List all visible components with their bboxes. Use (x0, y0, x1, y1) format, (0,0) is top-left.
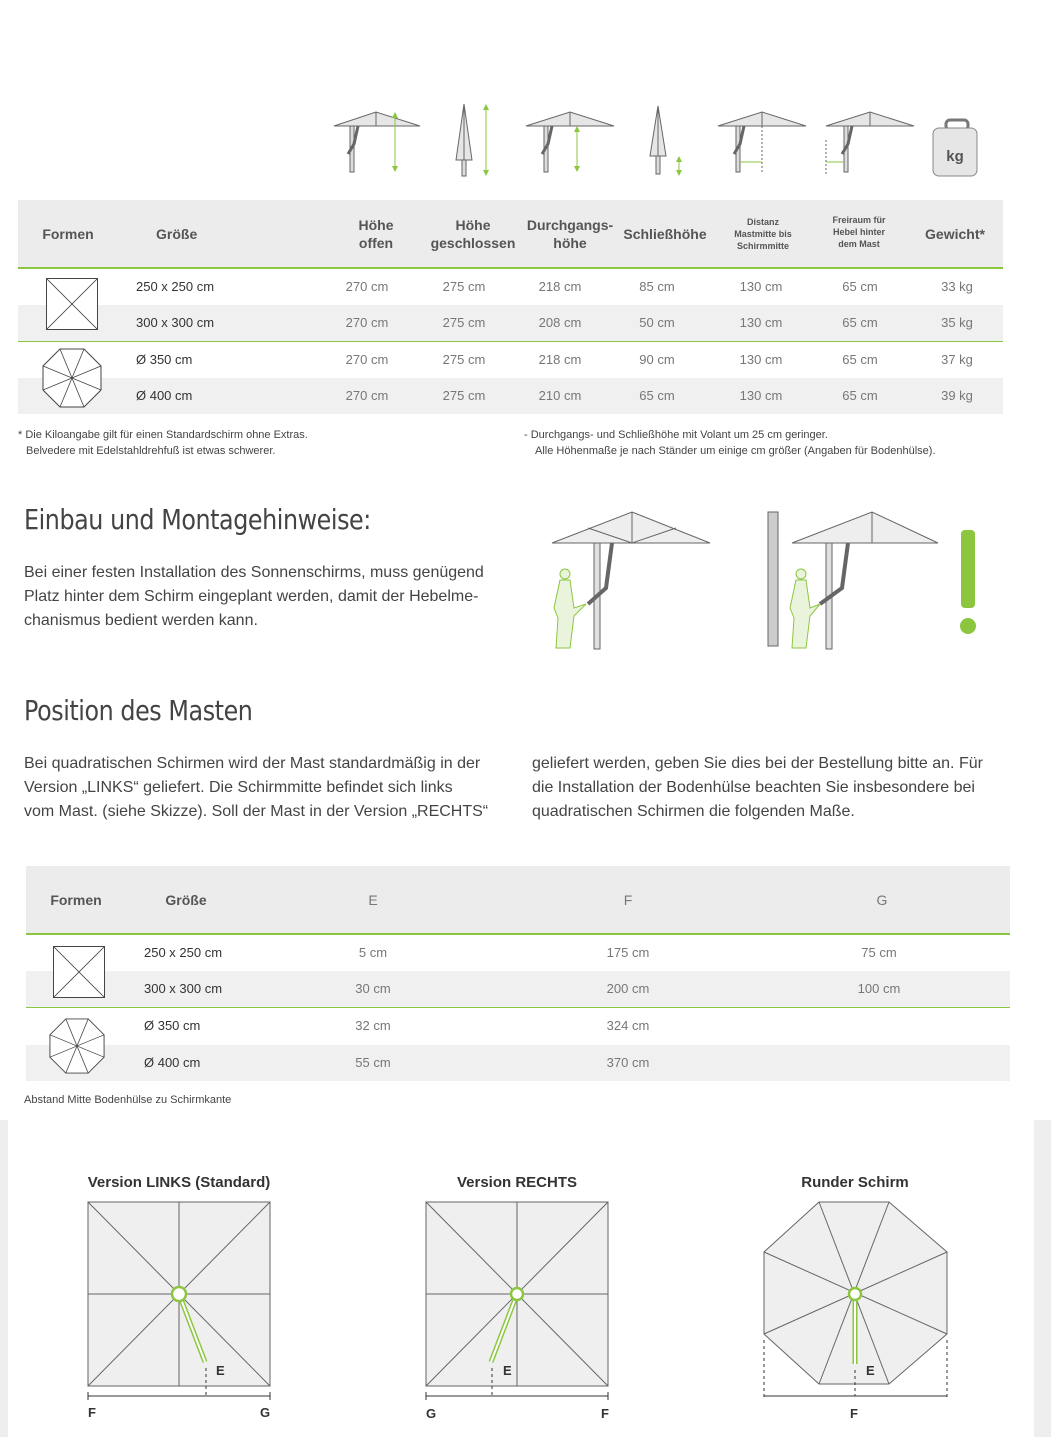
cell-hoehe-offen: 270 cm (345, 352, 389, 367)
cell-freiraum: 65 cm (842, 315, 878, 330)
diagram-rund (760, 1200, 952, 1408)
label-g: G (260, 1405, 271, 1420)
cell-f: 175 cm (606, 945, 650, 960)
cell-gewicht: 39 kg (941, 388, 973, 403)
cell-distanz: 130 cm (739, 279, 783, 294)
header-durchgangshoehe: Durchgangs- höhe (526, 217, 614, 251)
cell-freiraum: 65 cm (842, 388, 878, 403)
octagon-shape-icon (42, 348, 102, 408)
size-cell: Ø 400 cm (144, 1055, 201, 1070)
size-cell: 250 x 250 cm (144, 945, 223, 960)
distance-mast-icon (718, 112, 806, 174)
lever-clearance-icon (826, 112, 914, 174)
square-shape-icon (53, 946, 105, 998)
installation-illustration (548, 508, 1008, 656)
cell-hoehe-offen: 270 cm (345, 279, 389, 294)
cell-hoehe-geschlossen: 275 cm (442, 352, 486, 367)
cell-durchgang: 208 cm (538, 315, 582, 330)
height-open-icon (334, 112, 420, 172)
table1-header (18, 200, 1003, 269)
label-f: F (850, 1406, 858, 1421)
header-f: F (623, 892, 633, 908)
table2-header (26, 866, 1010, 935)
header-freiraum: Freiraum für Hebel hinter dem Mast (832, 215, 886, 249)
section-title-position: Position des Masten (24, 694, 253, 727)
table-row (18, 269, 1003, 305)
cell-freiraum: 65 cm (842, 279, 878, 294)
diagram-title-rund: Runder Schirm (801, 1174, 909, 1191)
table-row (26, 935, 1010, 971)
dimension-icons (328, 100, 988, 184)
table-row (26, 1045, 1010, 1081)
cell-distanz: 130 cm (739, 315, 783, 330)
cell-e: 32 cm (355, 1018, 391, 1033)
label-g: G (426, 1406, 437, 1421)
cell-distanz: 130 cm (739, 388, 783, 403)
cell-schliess: 65 cm (639, 388, 675, 403)
cell-freiraum: 65 cm (842, 352, 878, 367)
table-row (26, 1008, 1010, 1044)
cell-f: 370 cm (606, 1055, 650, 1070)
table-row (18, 342, 1003, 378)
table-row (18, 378, 1003, 414)
size-cell: 300 x 300 cm (136, 315, 215, 330)
table2-note: Abstand Mitte Bodenhülse zu Schirmkante (24, 1094, 232, 1106)
closing-height-icon (650, 106, 682, 176)
size-cell: Ø 350 cm (136, 352, 193, 367)
header-schliesshoehe: Schließhöhe (623, 226, 707, 242)
label-e: E (866, 1363, 875, 1378)
position-text-right: geliefert werden, geben Sie dies bei der Bestellung bitte an. Für die Installation der Bodenhülse beachten Sie insbesondere bei quadratischen Schirmen die folgenden Maße. (532, 755, 983, 820)
octagon-shape-icon (49, 1018, 105, 1074)
cell-gewicht: 33 kg (941, 279, 973, 294)
header-e: E (368, 892, 378, 908)
header-hoehe-offen: Höhe offen (358, 217, 394, 251)
cell-gewicht: 35 kg (941, 315, 973, 330)
header-formen: Formen (50, 892, 102, 908)
cell-f: 200 cm (606, 981, 650, 996)
cell-durchgang: 210 cm (538, 388, 582, 403)
cell-hoehe-geschlossen: 275 cm (442, 388, 486, 403)
section-title-einbau: Einbau und Montagehinweise: (24, 503, 371, 536)
table-row (18, 305, 1003, 341)
table-row (26, 971, 1010, 1007)
position-text-left: Bei quadratischen Schirmen wird der Mast standardmäßig in der Version „LINKS“ geliefert. Die Schirmmitte befindet sich links vom Mast. (siehe Skizze). Soll der Mast in der Version „RECHTS“ (24, 755, 489, 820)
label-e: E (503, 1363, 512, 1378)
label-e: E (216, 1363, 225, 1378)
cell-durchgang: 218 cm (538, 352, 582, 367)
size-cell: 300 x 300 cm (144, 981, 223, 996)
header-distanz: Distanz Mastmitte bis Schirmmitte (734, 217, 792, 251)
diagram-links (84, 1200, 276, 1408)
cell-e: 30 cm (355, 981, 391, 996)
diagram-title-links: Version LINKS (Standard) (87, 1174, 271, 1191)
cell-hoehe-geschlossen: 275 cm (442, 315, 486, 330)
header-g: G (876, 892, 888, 908)
cell-e: 5 cm (358, 945, 388, 960)
header-groesse: Größe (156, 226, 198, 242)
cell-distanz: 130 cm (739, 352, 783, 367)
cell-schliess: 85 cm (639, 279, 675, 294)
diagram-title-rechts: Version RECHTS (456, 1174, 578, 1191)
weight-icon-label: kg (946, 148, 964, 165)
header-groesse: Größe (165, 892, 207, 908)
einbau-text: Bei einer festen Installation des Sonnenschirms, muss genügend Platz hinter dem Schirm eingeplant werden, damit der Hebelme- chanismus bedient werden kann. (24, 564, 484, 629)
diagram-rechts (422, 1200, 614, 1408)
cell-hoehe-offen: 270 cm (345, 388, 389, 403)
cell-gewicht: 37 kg (941, 352, 973, 367)
cell-f: 324 cm (606, 1018, 650, 1033)
clearance-height-icon (526, 112, 614, 172)
footnote-left: * Die Kiloangabe gilt für einen Standardschirm ohne Extras. Belvedere mit Edelstahldrehfuß ist etwas schwerer. (18, 429, 308, 457)
header-hoehe-geschlossen: Höhe geschlossen (430, 217, 516, 251)
cell-schliess: 50 cm (639, 315, 675, 330)
cell-schliess: 90 cm (639, 352, 675, 367)
cell-e: 55 cm (355, 1055, 391, 1070)
size-cell: 250 x 250 cm (136, 279, 215, 294)
footnote-right: - Durchgangs- und Schließhöhe mit Volant um 25 cm geringer. Alle Höhenmaße je nach Ständer um einige cm größer (Angaben für Bodenhülse). (524, 429, 936, 457)
cell-hoehe-offen: 270 cm (345, 315, 389, 330)
header-gewicht: Gewicht* (925, 226, 985, 242)
size-cell: Ø 400 cm (136, 388, 193, 403)
cell-hoehe-geschlossen: 275 cm (442, 279, 486, 294)
height-closed-icon (456, 104, 489, 176)
cell-durchgang: 218 cm (538, 279, 582, 294)
size-cell: Ø 350 cm (144, 1018, 201, 1033)
label-f: F (88, 1405, 96, 1420)
cell-g: 75 cm (861, 945, 897, 960)
label-f: F (601, 1406, 609, 1421)
square-shape-icon (46, 278, 98, 330)
header-formen: Formen (42, 226, 94, 242)
cell-g: 100 cm (857, 981, 901, 996)
